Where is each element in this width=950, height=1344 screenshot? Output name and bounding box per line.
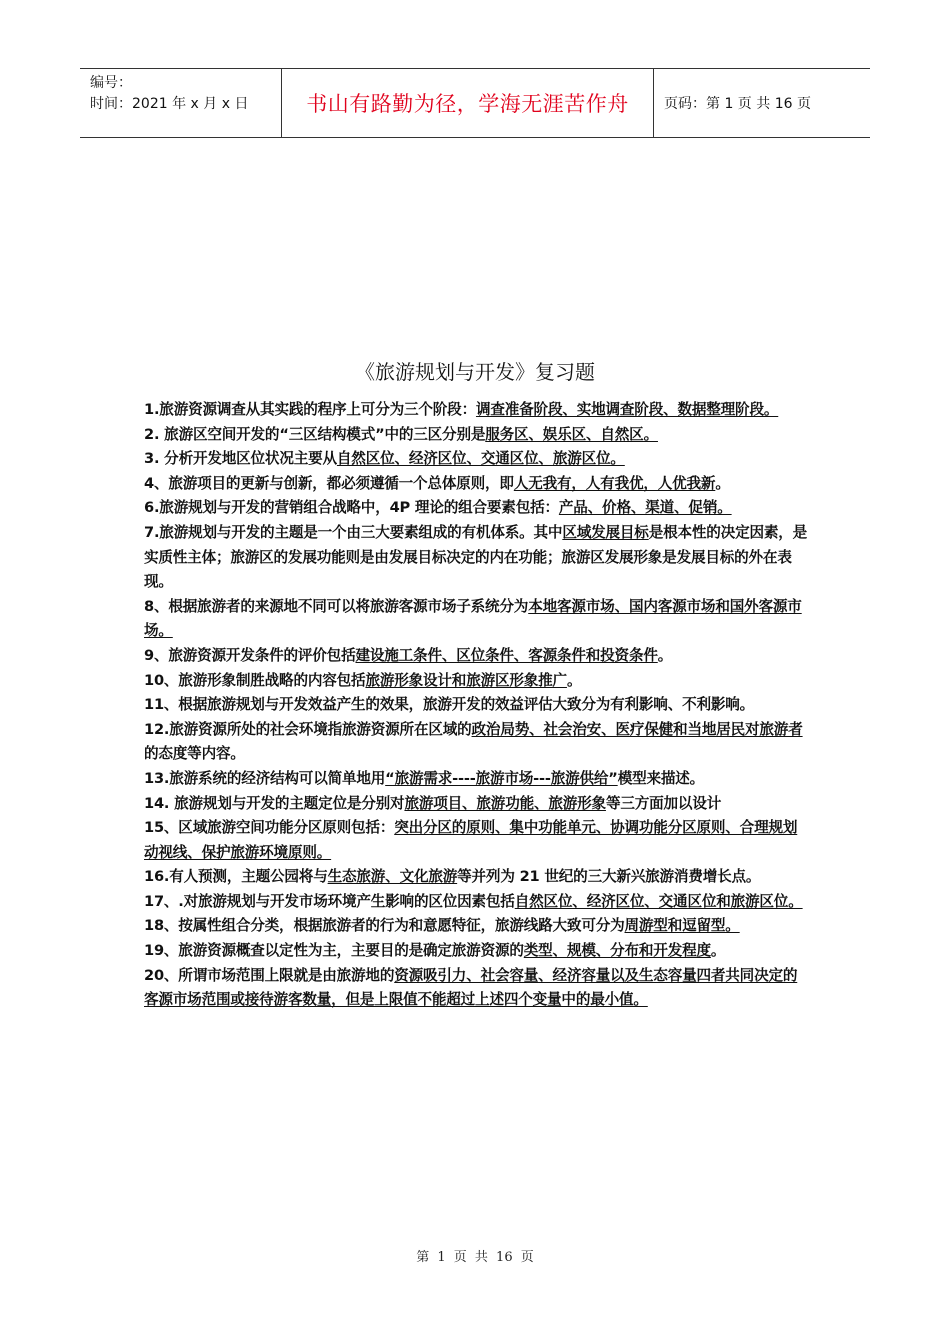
question-text: 19、旅游资源概查以定性为主，主要目的是确定旅游资源的 — [144, 942, 524, 960]
date-label: 时间：2021 年 x 月 x 日 — [90, 96, 249, 112]
question-text: 的态度等内容。 — [144, 745, 245, 763]
header-info-cell — [80, 69, 282, 137]
question-text: 13.旅游系统的经济结构可以简单地用 — [144, 769, 386, 787]
header-page-cell — [654, 69, 870, 137]
question-text: 模型来描述。 — [617, 769, 705, 787]
question-text: 20、所谓市场范围上限就是由旅游地的 — [144, 966, 395, 984]
question-item — [144, 398, 809, 423]
question-text: 4、旅游项目的更新与创新，都必须遵循一个总体原则，即 — [144, 474, 514, 492]
answer-text: 周游型和逗留型。 — [624, 917, 740, 935]
question-text: 7.旅游规划与开发的主题是一个由三大要素组成的有机体系。其中 — [144, 523, 563, 541]
question-item — [144, 767, 809, 792]
answer-text: 本地客源市场、国内客源市场和国外客源市场。 — [144, 597, 802, 640]
question-text: 10、旅游形象制胜战略的内容包括 — [144, 671, 366, 689]
answer-text: 旅游项目、旅游功能、旅游形象 — [404, 794, 606, 812]
header-table — [80, 68, 870, 138]
question-text: 16.有人预测，主题公园将与 — [144, 868, 328, 886]
answer-text: 旅游形象设计和旅游区形象推广 — [365, 671, 567, 689]
page-footer: 第 1 页 共 16 页 — [416, 1250, 534, 1265]
question-text: 。 — [710, 942, 726, 960]
motto-text: 书山有路勤为径，学海无涯苦作舟 — [306, 92, 629, 116]
question-item — [144, 521, 809, 595]
question-text: 14. 旅游规划与开发的主题定位是分别对 — [144, 794, 405, 812]
question-item — [144, 939, 809, 964]
answer-text: “旅游需求----旅游市场---旅游供给” — [385, 769, 618, 787]
question-list — [144, 398, 809, 1013]
answer-text: 建设施工条件、区位条件、客源条件和投资条件 — [355, 646, 658, 664]
question-item — [144, 792, 809, 817]
answer-text: 产品、价格、渠道、促销。 — [558, 499, 732, 517]
answer-text: 突出分区的原则、集中功能单元、协调功能分区原则、合理规划动视线、保护旅游环境原则。 — [144, 819, 798, 861]
question-text: 8、根据旅游者的来源地不同可以将旅游客源市场子系统分为 — [144, 597, 529, 615]
header-motto-cell — [282, 69, 654, 137]
question-text: 12.旅游资源所处的社会环境指旅游资源所在区域的 — [144, 720, 472, 738]
answer-text: 自然区位、经济区位、交通区位和旅游区位。 — [514, 892, 803, 910]
question-text: 3. 分析开发地区位状况主要从 — [144, 450, 337, 468]
question-text: 15、区域旅游空间功能分区原则包括： — [144, 819, 395, 837]
answer-text: 资源吸引力、社会容量、经济容量以及生态容量四者共同决定的客源市场范围或接待游客数量，但是上限值不能超过上述四个变量中的最小值。 — [144, 966, 798, 1009]
question-text: 。 — [715, 474, 730, 492]
question-text: 。 — [566, 671, 582, 689]
question-item — [144, 423, 809, 448]
answer-text: 服务区、娱乐区、自然区。 — [485, 425, 658, 443]
question-text: 2. 旅游区空间开发的“三区结构模式”中的三区分别是 — [144, 425, 486, 443]
question-text: 18、按属性组合分类，根据旅游者的行为和意愿特征，旅游线路大致可分为 — [144, 917, 625, 935]
serial-label: 编号： — [90, 75, 132, 91]
question-item — [144, 865, 809, 890]
question-item — [144, 472, 809, 497]
question-text: 17、.对旅游规划与开发市场环境产生影响的区位因素包括 — [144, 892, 515, 910]
question-item — [144, 693, 809, 718]
question-text: 9、旅游资源开发条件的评价包括 — [144, 646, 356, 664]
question-item — [144, 669, 809, 694]
question-item — [144, 595, 809, 644]
answer-text: 自然区位、经济区位、交通区位、旅游区位。 — [336, 450, 625, 468]
question-text: 。 — [657, 646, 673, 664]
answer-text: 区域发展目标 — [562, 523, 649, 541]
question-text: 6.旅游规划与开发的营销组合战略中，4P 理论的组合要素包括： — [144, 499, 559, 517]
answer-text: 人无我有，人有我优，人优我新 — [513, 474, 716, 492]
question-item — [144, 890, 809, 915]
question-item — [144, 644, 809, 669]
question-text: 1.旅游资源调查从其实践的程序上可分为三个阶段： — [144, 401, 476, 418]
document-title: 《旅游规划与开发》复习题 — [355, 360, 595, 384]
question-text: 等三方面加以设计 — [605, 794, 722, 812]
answer-text: 调查准备阶段、实地调查阶段、数据整理阶段。 — [475, 401, 779, 418]
question-item — [144, 447, 809, 472]
answer-text: 类型、规模、分布和开发程度 — [523, 942, 711, 960]
page-info: 页码：第 1 页 共 16 页 — [664, 96, 811, 112]
question-item — [144, 816, 809, 865]
question-text: 等并列为 21 世纪的三大新兴旅游消费增长点。 — [457, 868, 761, 886]
question-text: 是根本性的决定因素，是实质性主体；旅游区的发展功能则是由发展目标决定的内在功能；旅游区发展形象是发展目标的外在表现。 — [144, 523, 808, 591]
answer-text: 生态旅游、文化旅游 — [327, 868, 458, 886]
question-item — [144, 718, 809, 767]
answer-text: 政治局势、社会治安、医疗保健和当地居民对旅游者 — [471, 720, 803, 738]
question-item — [144, 914, 809, 939]
question-text: 11、根据旅游规划与开发效益产生的效果，旅游开发的效益评估大致分为有利影响、不利影响。 — [144, 696, 755, 714]
question-item — [144, 496, 809, 521]
question-item — [144, 964, 809, 1013]
